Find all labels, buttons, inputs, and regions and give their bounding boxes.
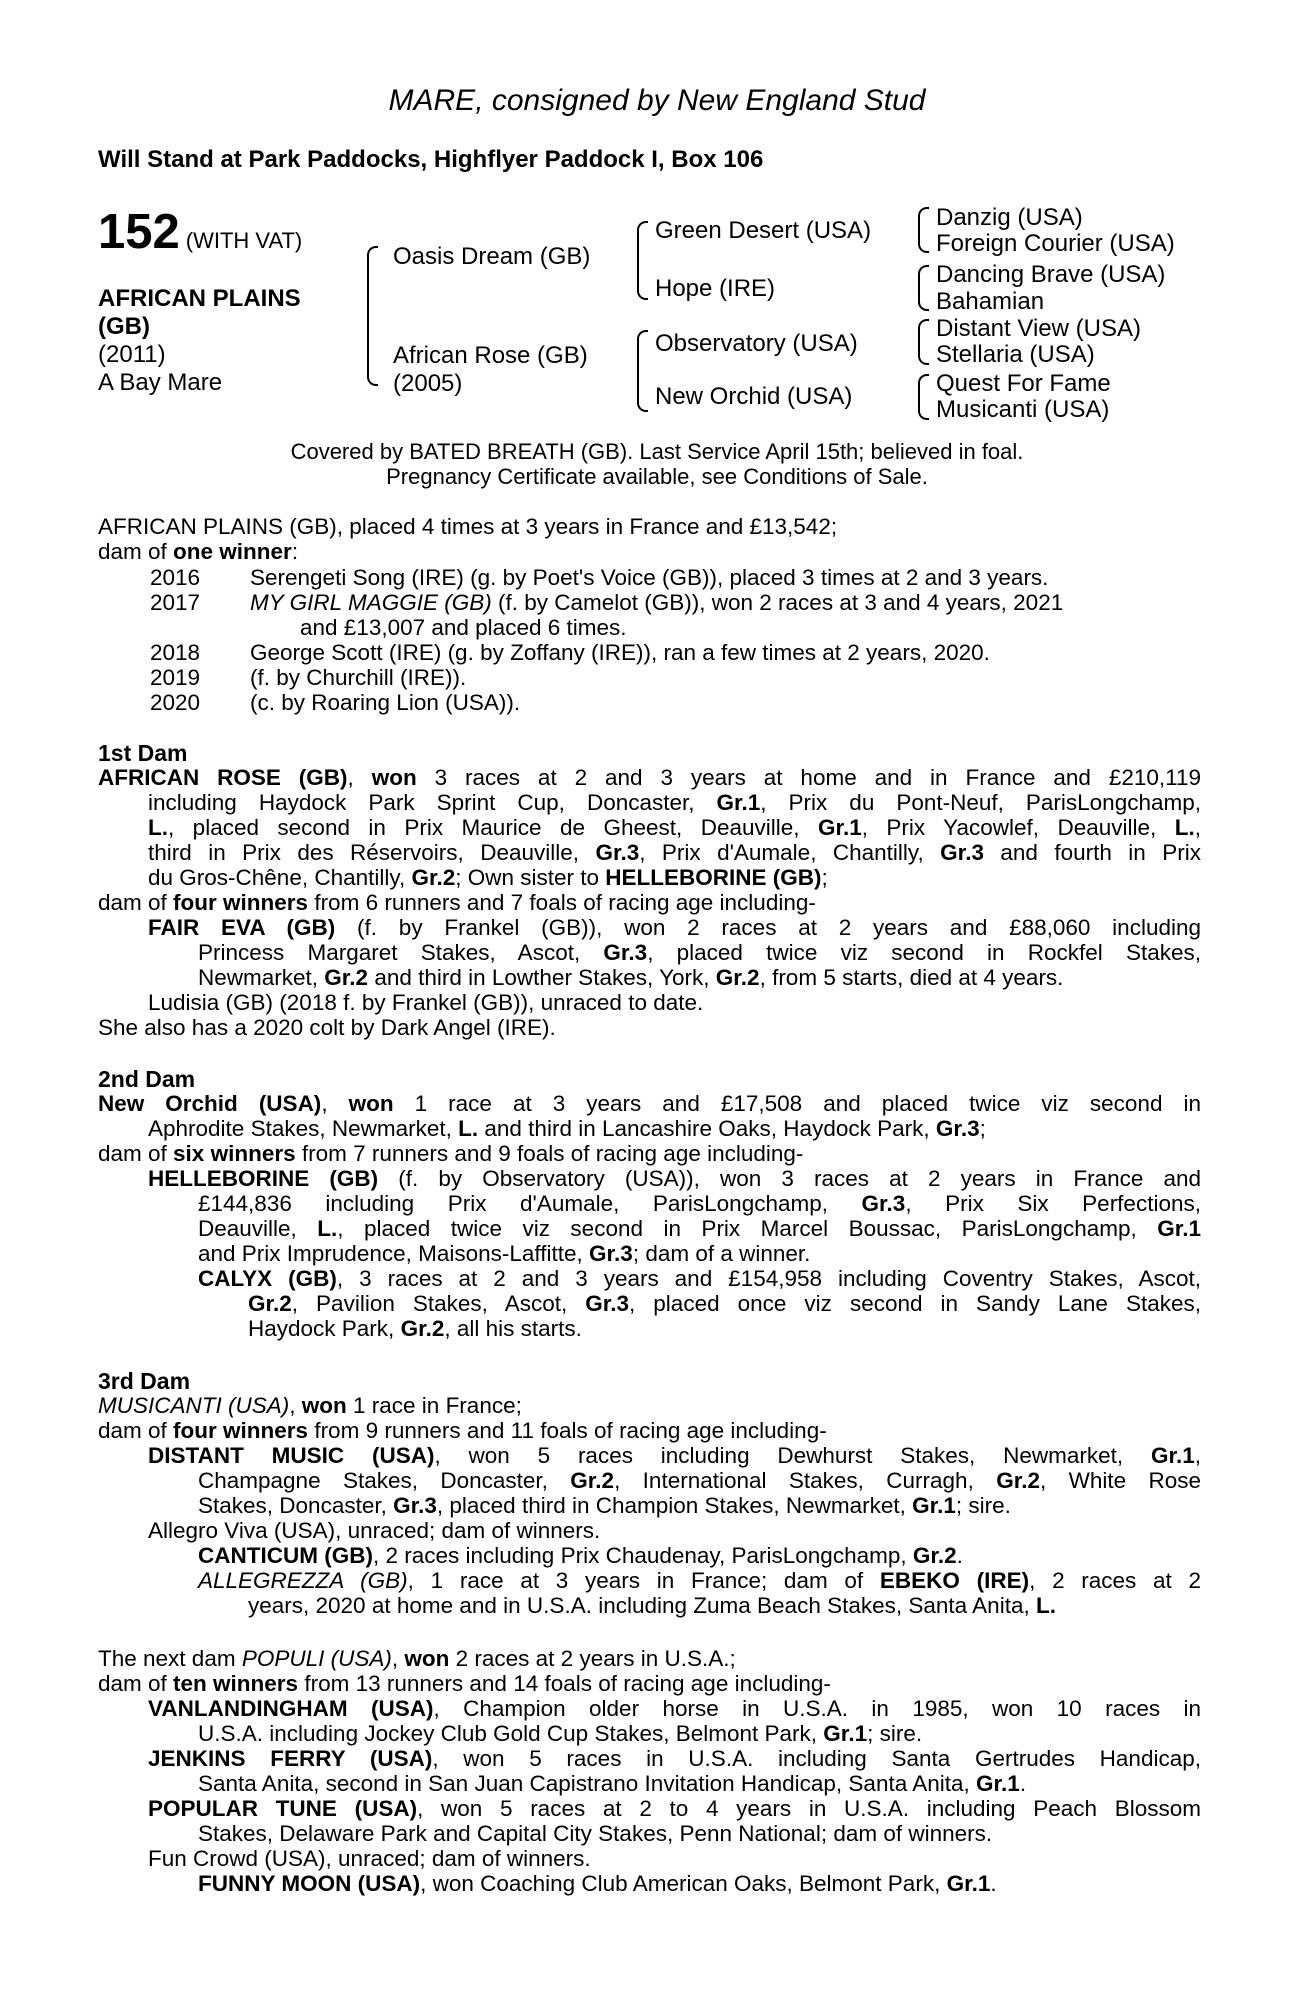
ped-dss: Distant View (USA) xyxy=(936,315,1141,342)
lot-number-block xyxy=(98,204,302,260)
first-dam-runner: Ludisia (GB) (2018 f. by Frankel (GB)), unraced to date. xyxy=(148,990,704,1015)
second-dam-produce: dam of six winners from 7 runners and 9 foals of racing age including- xyxy=(98,1141,804,1166)
covered-line: Covered by BATED BREATH (GB). Last Service April 15th; believed in foal. xyxy=(290,439,1024,464)
horse-name: AFRICAN PLAINS xyxy=(98,285,301,312)
next-dam-runner: Fun Crowd (USA), unraced; dam of winners. xyxy=(148,1846,591,1871)
next-dam-winner-cont: Stakes, Delaware Park and Capital City Stakes, Penn National; dam of winners. xyxy=(198,1821,993,1846)
third-dam-line: MUSICANTI (USA), won 1 race in France; xyxy=(98,1393,522,1418)
produce-entry: (f. by Churchill (IRE)). xyxy=(250,665,467,690)
produce-year: 2019 xyxy=(150,665,201,690)
third-dam-produce: dam of four winners from 9 runners and 11 foals of racing age including- xyxy=(98,1418,827,1443)
next-dam-winner: VANLANDINGHAM (USA), Champion older horse in U.S.A. in 1985, won 10 races in xyxy=(148,1696,1201,1721)
ped-sdd: Bahamian xyxy=(936,288,1045,315)
sire-line-brace xyxy=(637,221,648,300)
produce-intro: AFRICAN PLAINS (GB), placed 4 times at 3 years in France and £13,542; xyxy=(98,514,838,539)
next-dam-winner-cont: Santa Anita, second in San Juan Capistrano Invitation Handicap, Santa Anita, Gr.1. xyxy=(198,1771,1027,1796)
third-dam-winner: DISTANT MUSIC (USA), won 5 races including Dewhurst Stakes, Newmarket, Gr.1, xyxy=(148,1443,1201,1468)
ped-dam: African Rose (GB) xyxy=(393,342,588,369)
ped-dam-sire: Observatory (USA) xyxy=(655,330,858,357)
ped-dsd: Stellaria (USA) xyxy=(936,341,1095,368)
next-dam-winner: JENKINS FERRY (USA), won 5 races in U.S.A. including Santa Gertrudes Handicap, xyxy=(148,1746,1201,1771)
second-dam-line: New Orchid (USA), won 1 race at 3 years and £17,508 and placed twice viz second in xyxy=(98,1091,1201,1116)
lot-number: 152 xyxy=(98,205,180,259)
gen3-brace-4 xyxy=(918,374,929,420)
second-dam-grandproduce-cont: Haydock Park, Gr.2, all his starts. xyxy=(248,1316,582,1341)
vat-label: (WITH VAT) xyxy=(185,228,303,253)
third-dam-grandproduce: ALLEGREZZA (GB), 1 race at 3 years in France; dam of EBEKO (IRE), 2 races at 2 xyxy=(198,1568,1201,1593)
ped-sire-dam: Hope (IRE) xyxy=(655,275,776,302)
produce-year: 2016 xyxy=(150,565,201,590)
first-dam-winner-cont: Newmarket, Gr.2 and third in Lowther Stakes, York, Gr.2, from 5 starts, died at 4 years. xyxy=(198,965,1064,990)
third-dam-grandproduce-cont: years, 2020 at home and in U.S.A. including Zuma Beach Stakes, Santa Anita, L. xyxy=(248,1593,1056,1618)
sire-dam-brace xyxy=(367,246,378,386)
next-dam-winner: POPULAR TUNE (USA), won 5 races at 2 to 4 years in U.S.A. including Peach Blossom xyxy=(148,1796,1201,1821)
page-title: MARE, consigned by New England Stud xyxy=(388,84,926,117)
second-dam-winner-cont: Deauville, L., placed twice viz second in Prix Marcel Boussac, ParisLongchamp, Gr.1 xyxy=(198,1216,1201,1241)
first-dam-produce: dam of four winners from 6 runners and 7 foals of racing age including- xyxy=(98,890,816,915)
produce-year: 2017 xyxy=(150,590,201,615)
next-dam-winner-cont: U.S.A. including Jockey Club Gold Cup Stakes, Belmont Park, Gr.1; sire. xyxy=(198,1721,923,1746)
first-dam-winner: FAIR EVA (GB) (f. by Frankel (GB)), won 2 races at 2 years and £88,060 including xyxy=(148,915,1201,940)
ped-dds: Quest For Fame xyxy=(936,370,1111,397)
first-dam-note: She also has a 2020 colt by Dark Angel (IRE). xyxy=(98,1015,556,1040)
horse-year: (2011) xyxy=(98,341,166,368)
ped-ssd: Foreign Courier (USA) xyxy=(936,230,1175,257)
first-dam-line: third in Prix des Réservoirs, Deauville, Gr.3, Prix d'Aumale, Chantilly, Gr.3 and fourth in Prix xyxy=(148,840,1202,865)
gen3-brace-3 xyxy=(918,319,929,365)
produce-entry: Serengeti Song (IRE) (g. by Poet's Voice (GB)), placed 3 times at 2 and 3 years. xyxy=(250,565,1049,590)
second-dam-heading: 2nd Dam xyxy=(98,1066,196,1092)
second-dam-grandproduce-cont: Gr.2, Pavilion Stakes, Ascot, Gr.3, placed once viz second in Sandy Lane Stakes, xyxy=(248,1291,1201,1316)
horse-country: (GB) xyxy=(98,313,150,340)
next-dam-grandproduce: FUNNY MOON (USA), won Coaching Club American Oaks, Belmont Park, Gr.1. xyxy=(198,1871,997,1896)
horse-identity xyxy=(98,285,301,397)
second-dam-winner: HELLEBORINE (GB) (f. by Observatory (USA)), won 3 races at 2 years in France and xyxy=(148,1166,1201,1191)
next-dam-produce: dam of ten winners from 13 runners and 14 foals of racing age including- xyxy=(98,1671,831,1696)
ped-sds: Dancing Brave (USA) xyxy=(936,261,1166,288)
ped-sss: Danzig (USA) xyxy=(936,204,1083,231)
ped-dam-year: (2005) xyxy=(393,370,463,397)
stand-location: Will Stand at Park Paddocks, Highflyer Paddock I, Box 106 xyxy=(98,146,764,173)
horse-description: A Bay Mare xyxy=(98,369,223,396)
produce-entry: MY GIRL MAGGIE (GB) (f. by Camelot (GB)), won 2 races at 3 and 4 years, 2021 xyxy=(250,590,1064,615)
first-dam-line: L., placed second in Prix Maurice de Gheest, Deauville, Gr.1, Prix Yacowlef, Deauville, L., xyxy=(148,815,1201,840)
gen3-brace-2 xyxy=(918,265,929,311)
second-dam-line: Aphrodite Stakes, Newmarket, L. and third in Lancashire Oaks, Haydock Park, Gr.3; xyxy=(148,1116,986,1141)
produce-year: 2020 xyxy=(150,690,201,715)
second-dam-grandproduce: CALYX (GB), 3 races at 2 and 3 years and £154,958 including Coventry Stakes, Ascot, xyxy=(198,1266,1201,1291)
ped-dam-dam: New Orchid (USA) xyxy=(655,383,853,410)
produce-dam-of: dam of one winner: xyxy=(98,539,299,564)
third-dam-grandproduce: CANTICUM (GB), 2 races including Prix Chaudenay, ParisLongchamp, Gr.2. xyxy=(198,1543,963,1568)
first-dam-line: including Haydock Park Sprint Cup, Doncaster, Gr.1, Prix du Pont-Neuf, ParisLongchamp, xyxy=(148,790,1201,815)
dam-line-brace xyxy=(637,330,648,412)
third-dam-winner-cont: Champagne Stakes, Doncaster, Gr.2, International Stakes, Curragh, Gr.2, White Rose xyxy=(198,1468,1202,1493)
second-dam-winner-cont: and Prix Imprudence, Maisons-Laffitte, Gr.3; dam of a winner. xyxy=(198,1241,811,1266)
third-dam-heading: 3rd Dam xyxy=(98,1368,191,1394)
first-dam-winner-cont: Princess Margaret Stakes, Ascot, Gr.3, placed twice viz second in Rockfel Stakes, xyxy=(198,940,1201,965)
produce-entry: George Scott (IRE) (g. by Zoffany (IRE)), ran a few times at 2 years, 2020. xyxy=(250,640,990,665)
ped-sire: Oasis Dream (GB) xyxy=(393,243,591,270)
third-dam-winner-cont: Stakes, Doncaster, Gr.3, placed third in Champion Stakes, Newmarket, Gr.1; sire. xyxy=(198,1493,1011,1518)
ped-ddd: Musicanti (USA) xyxy=(936,396,1110,423)
pregnancy-line: Pregnancy Certificate available, see Conditions of Sale. xyxy=(386,464,928,489)
produce-entry-cont: and £13,007 and placed 6 times. xyxy=(300,615,627,640)
produce-entry: (c. by Roaring Lion (USA)). xyxy=(250,690,521,715)
first-dam-heading: 1st Dam xyxy=(98,740,188,766)
second-dam-winner-cont: £144,836 including Prix d'Aumale, ParisLongchamp, Gr.3, Prix Six Perfections, xyxy=(198,1191,1201,1216)
next-dam-line: The next dam POPULI (USA), won 2 races at 2 years in U.S.A.; xyxy=(98,1646,736,1671)
produce-year: 2018 xyxy=(150,640,201,665)
gen3-brace-1 xyxy=(918,207,929,253)
first-dam-line: AFRICAN ROSE (GB), won 3 races at 2 and 3 years at home and in France and £210,119 xyxy=(98,765,1201,790)
ped-sire-sire: Green Desert (USA) xyxy=(655,217,872,244)
first-dam-line: du Gros-Chêne, Chantilly, Gr.2; Own sister to HELLEBORINE (GB); xyxy=(148,865,828,890)
third-dam-runner: Allegro Viva (USA), unraced; dam of winners. xyxy=(148,1518,601,1543)
